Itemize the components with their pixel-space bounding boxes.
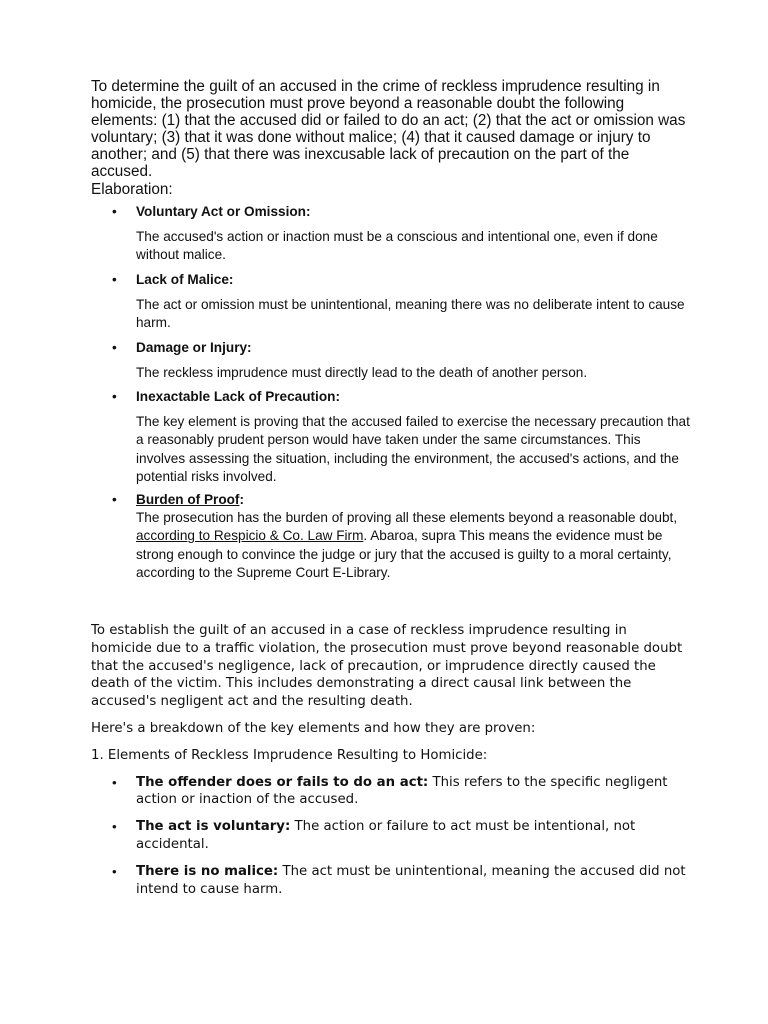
key-element-title: The act is voluntary: bbox=[136, 819, 291, 835]
list-item bbox=[91, 271, 691, 339]
bullet-icon: • bbox=[112, 863, 117, 879]
burden-title-colon: : bbox=[239, 492, 244, 507]
bullet-icon: • bbox=[112, 204, 117, 219]
second-paragraph: To establish the guilt of an accused in a case of reckless imprudence resulting in homicide due to a traffic violation, the prosecution must prove beyond reasonable doubt that the accused's negligence, lack of precaution, or imprudence directly caused the death of the victim. This includes demonstrating a direct causal link between the accused's negligent act and the resulting death. bbox=[91, 623, 683, 710]
element-description: The key element is proving that the accused failed to exercise the necessary precaution that a reasonably prudent person would have taken under the same circumstances. This involves assessing the situation, including the environment, the accused's actions, and the potential risks involved. bbox=[136, 414, 690, 484]
element-description: The reckless imprudence must directly lead to the death of another person. bbox=[136, 365, 588, 381]
bullet-icon: • bbox=[112, 389, 117, 404]
breakdown-line: Here's a breakdown of the key elements and how they are proven: bbox=[91, 720, 536, 736]
list-item bbox=[91, 863, 691, 899]
bullet-icon: • bbox=[112, 819, 117, 835]
list-item bbox=[91, 818, 691, 854]
elaboration-list bbox=[91, 203, 691, 582]
element-description: The accused's action or inaction must be a conscious and intentional one, even if done without malice. bbox=[136, 229, 658, 263]
burden-description bbox=[136, 509, 691, 582]
burden-text-before: The prosecution has the burden of proving all these elements beyond a reasonable doubt, bbox=[136, 510, 678, 526]
numbered-heading: 1. Elements of Reckless Imprudence Resulting to Homicide: bbox=[91, 747, 488, 763]
element-title: Lack of Malice: bbox=[136, 272, 234, 287]
burden-title bbox=[136, 492, 244, 507]
key-element-text: The act must be unintentional, meaning the accused did not intend to cause harm. bbox=[136, 863, 686, 897]
list-item bbox=[91, 203, 691, 271]
elaboration-heading: Elaboration: bbox=[91, 181, 173, 198]
key-element-text: The action or failure to act must be intentional, not accidental. bbox=[136, 819, 636, 852]
list-item bbox=[91, 774, 691, 810]
list-item bbox=[91, 388, 691, 491]
bullet-icon: • bbox=[112, 272, 117, 287]
bullet-icon: • bbox=[112, 774, 117, 790]
element-title: Damage or Injury: bbox=[136, 340, 252, 355]
list-item bbox=[91, 339, 691, 388]
element-title: Inexactable Lack of Precaution: bbox=[136, 389, 340, 404]
bullet-icon: • bbox=[112, 492, 117, 507]
intro-paragraph: To determine the guilt of an accused in the crime of reckless imprudence resulting in homicide, the prosecution must prove beyond a reasonable doubt the following elements: (1) that the accused did or failed to do an act; (2) that the act or omission was voluntary; (3) that it was done without malice; (4) that it caused damage or injury to another; and (5) that there was inexcusable lack of precaution on the part of the accused. bbox=[91, 78, 686, 180]
key-element-text: This refers to the specific negligent action or inaction of the accused. bbox=[136, 774, 668, 808]
bullet-icon: • bbox=[112, 340, 117, 355]
key-elements-list bbox=[91, 774, 691, 899]
burden-of-proof-item bbox=[91, 491, 691, 582]
respicio-law-firm-link[interactable]: according to Respicio & Co. Law Firm bbox=[136, 528, 364, 544]
burden-title-text: Burden of Proof bbox=[136, 492, 240, 507]
traffic-violation-section bbox=[91, 622, 691, 907]
elements-section bbox=[91, 78, 691, 582]
burden-text-after: . Abaroa, supra This means the evidence must be strong enough to convince the judge or jury that the accused is guilty to a moral certainty, according to the Supreme Court E-Library. bbox=[136, 528, 672, 580]
key-element-title: The offender does or fails to do an act: bbox=[136, 774, 429, 790]
element-description: The act or omission must be unintentional, meaning there was no deliberate intent to cause harm. bbox=[136, 297, 685, 331]
element-title: Voluntary Act or Omission: bbox=[136, 204, 311, 219]
key-element-title: There is no malice: bbox=[136, 863, 279, 879]
